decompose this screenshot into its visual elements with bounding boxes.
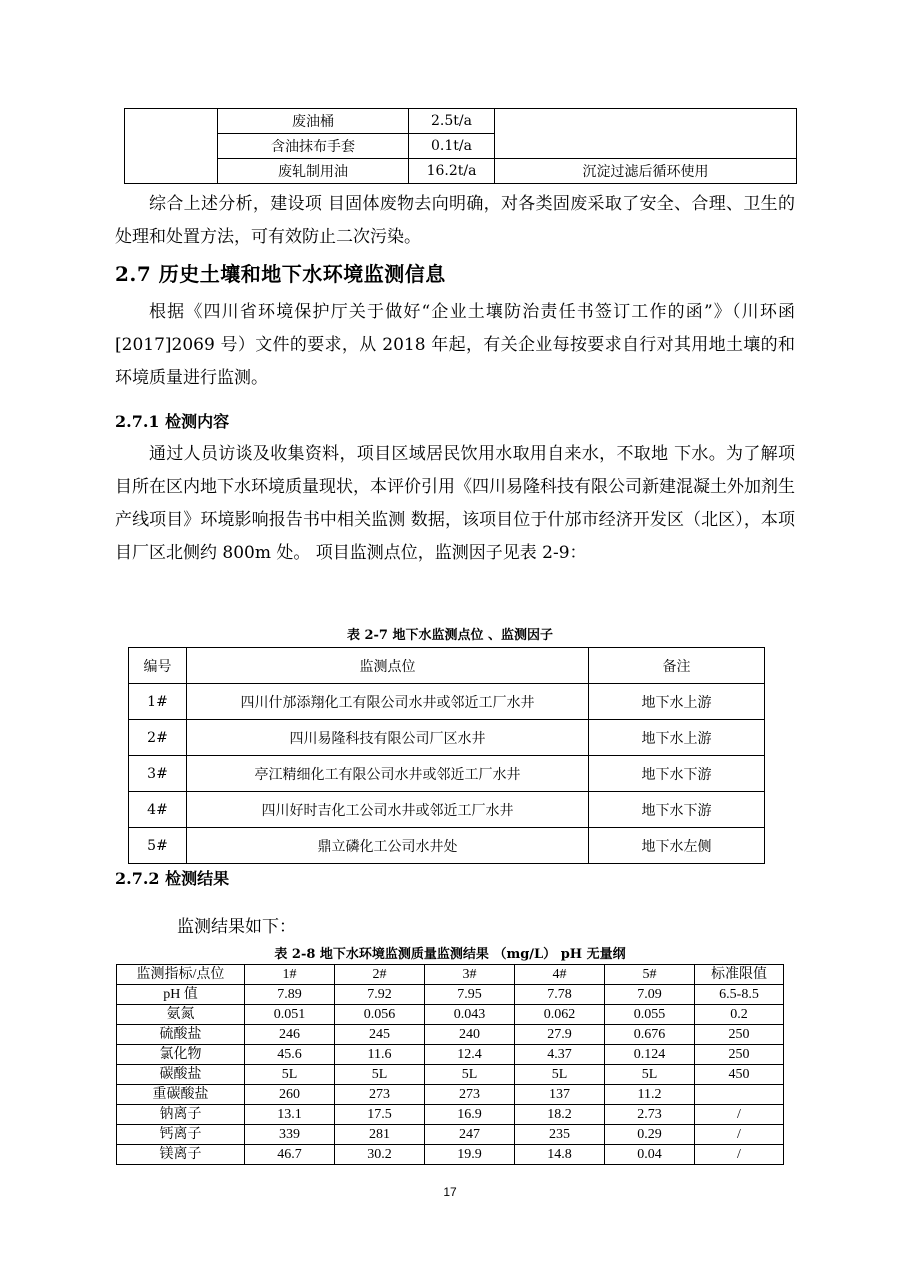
section-heading-2-7-1: 2.7.1 检测内容 — [115, 412, 230, 431]
table-row — [117, 1105, 784, 1125]
point-id: 4# — [129, 792, 187, 828]
column-header: 备注 — [589, 648, 765, 684]
indicator-name: 钠离子 — [117, 1105, 245, 1125]
table-row — [117, 1025, 784, 1045]
point-note: 地下水下游 — [589, 756, 765, 792]
result-value: 7.78 — [515, 985, 605, 1005]
result-value: 0.29 — [605, 1125, 695, 1145]
section-heading-2-7: 2.7 历史土壤和地下水环境监测信息 — [115, 262, 446, 286]
table-row — [129, 720, 765, 756]
result-value: 46.7 — [245, 1145, 335, 1165]
point-note: 地下水下游 — [589, 792, 765, 828]
table-row — [125, 159, 797, 184]
table-row — [129, 756, 765, 792]
results-body — [117, 965, 784, 1165]
result-value: 11.2 — [605, 1085, 695, 1105]
waste-category-cell — [125, 109, 218, 184]
indicator-name: 硫酸盐 — [117, 1025, 245, 1045]
monitoring-points-table — [128, 647, 765, 864]
result-value: 0.043 — [425, 1005, 515, 1025]
result-value: 0.2 — [695, 1005, 784, 1025]
result-value: 245 — [335, 1025, 425, 1045]
table-row — [117, 1145, 784, 1165]
result-value: 450 — [695, 1065, 784, 1085]
result-value: 18.2 — [515, 1105, 605, 1125]
column-header: 标准限值 — [695, 965, 784, 985]
table-row — [117, 985, 784, 1005]
table-header-row — [117, 965, 784, 985]
table-row — [117, 1045, 784, 1065]
result-value: 5L — [605, 1065, 695, 1085]
result-value: 0.04 — [605, 1145, 695, 1165]
table-row — [129, 828, 765, 864]
result-value: 339 — [245, 1125, 335, 1145]
result-value: 19.9 — [425, 1145, 515, 1165]
table-row — [117, 1125, 784, 1145]
table-row — [125, 109, 797, 134]
result-value: 250 — [695, 1045, 784, 1065]
result-value: 281 — [335, 1125, 425, 1145]
indicator-name: 重碳酸盐 — [117, 1085, 245, 1105]
point-id: 3# — [129, 756, 187, 792]
page-number: 17 — [443, 1185, 457, 1199]
result-value: 240 — [425, 1025, 515, 1045]
table-2-7-caption: 表 2-7 地下水监测点位 、监测因子 — [346, 628, 554, 643]
section-2-7-paragraph: 根据《四川省环境保护厅关于做好“企业土壤防治责任书签订工作的函”》（川环函[2017]2069 号）文件的要求，从 2018 年起，有关企业每按要求自行对其用地土壤的和环境质量进行监测。 — [115, 302, 795, 388]
result-value: 12.4 — [425, 1045, 515, 1065]
waste-name: 废轧制用油 — [218, 159, 409, 184]
column-header: 2# — [335, 965, 425, 985]
result-value: 0.051 — [245, 1005, 335, 1025]
waste-method — [495, 109, 797, 159]
indicator-name: 氨氮 — [117, 1005, 245, 1025]
result-value: 14.8 — [515, 1145, 605, 1165]
column-header: 监测指标/点位 — [117, 965, 245, 985]
result-value: 235 — [515, 1125, 605, 1145]
result-value — [695, 1085, 784, 1105]
result-value: / — [695, 1145, 784, 1165]
result-value: 6.5-8.5 — [695, 985, 784, 1005]
result-value: 7.92 — [335, 985, 425, 1005]
table-row — [117, 1085, 784, 1105]
result-value: 45.6 — [245, 1045, 335, 1065]
waste-amount: 2.5t/a — [409, 109, 495, 134]
point-location: 四川好时吉化工公司水井或邻近工厂水井 — [187, 792, 589, 828]
waste-amount: 0.1t/a — [409, 134, 495, 159]
waste-name: 含油抹布手套 — [218, 134, 409, 159]
result-value: 273 — [425, 1085, 515, 1105]
waste-table — [124, 108, 797, 184]
point-note: 地下水上游 — [589, 684, 765, 720]
point-location: 四川易隆科技有限公司厂区水井 — [187, 720, 589, 756]
result-value: 30.2 — [335, 1145, 425, 1165]
result-value: 17.5 — [335, 1105, 425, 1125]
result-value: 11.6 — [335, 1045, 425, 1065]
point-note: 地下水左侧 — [589, 828, 765, 864]
point-id: 2# — [129, 720, 187, 756]
table-row — [117, 1065, 784, 1085]
point-location: 鼎立磷化工公司水井处 — [187, 828, 589, 864]
section-2-7-1-paragraph: 通过人员访谈及收集资料，项目区域居民饮用水取用自来水，不取地 下水。为了解项目所在区内地下水环境质量现状，本评价引用《四川易隆科技有限公司新建混凝土外加剂生产线项目》环境影响报告书中相关监测 数据，该项目位于什邡市经济开发区（北区），本项目厂区北侧约 800m 处。 项目监测点位，监测因子见表 2-9： — [115, 444, 795, 563]
result-value: 7.89 — [245, 985, 335, 1005]
waste-method: 沉淀过滤后循环使用 — [495, 159, 797, 184]
result-value: 273 — [335, 1085, 425, 1105]
point-id: 1# — [129, 684, 187, 720]
result-value: 7.95 — [425, 985, 515, 1005]
result-value: 0.062 — [515, 1005, 605, 1025]
point-location: 亭江精细化工有限公司水井或邻近工厂水井 — [187, 756, 589, 792]
column-header: 监测点位 — [187, 648, 589, 684]
result-value: 250 — [695, 1025, 784, 1045]
column-header: 编号 — [129, 648, 187, 684]
column-header: 1# — [245, 965, 335, 985]
waste-amount: 16.2t/a — [409, 159, 495, 184]
point-note: 地下水上游 — [589, 720, 765, 756]
result-value: 5L — [425, 1065, 515, 1085]
result-value: 0.055 — [605, 1005, 695, 1025]
results-intro: 监测结果如下： — [177, 917, 296, 937]
result-value: 4.37 — [515, 1045, 605, 1065]
result-value: 0.124 — [605, 1045, 695, 1065]
result-value: 7.09 — [605, 985, 695, 1005]
result-value: 13.1 — [245, 1105, 335, 1125]
result-value: 0.676 — [605, 1025, 695, 1045]
result-value: 5L — [515, 1065, 605, 1085]
result-value: 260 — [245, 1085, 335, 1105]
table-2-8-caption: 表 2-8 地下水环境监测质量监测结果 （mg/L） pH 无量纲 — [274, 947, 626, 962]
result-value: 2.73 — [605, 1105, 695, 1125]
result-value: 246 — [245, 1025, 335, 1045]
indicator-name: 镁离子 — [117, 1145, 245, 1165]
column-header: 5# — [605, 965, 695, 985]
waste-name: 废油桶 — [218, 109, 409, 134]
point-location: 四川什邡添翔化工有限公司水井或邻近工厂水井 — [187, 684, 589, 720]
column-header: 4# — [515, 965, 605, 985]
result-value: 16.9 — [425, 1105, 515, 1125]
table-row — [129, 792, 765, 828]
result-value: 0.056 — [335, 1005, 425, 1025]
indicator-name: 碳酸盐 — [117, 1065, 245, 1085]
point-id: 5# — [129, 828, 187, 864]
result-value: / — [695, 1125, 784, 1145]
result-value: 5L — [335, 1065, 425, 1085]
indicator-name: 氯化物 — [117, 1045, 245, 1065]
section-heading-2-7-2: 2.7.2 检测结果 — [115, 869, 230, 888]
table-header-row — [129, 648, 765, 684]
result-value: 5L — [245, 1065, 335, 1085]
summary-paragraph: 综合上述分析，建设项 目固体废物去向明确，对各类固废采取了安全、合理、卫生的处理和处置方法，可有效防止二次污染。 — [115, 194, 795, 247]
monitoring-results-table — [116, 964, 784, 1165]
indicator-name: 钙离子 — [117, 1125, 245, 1145]
result-value: 247 — [425, 1125, 515, 1145]
table-row — [117, 1005, 784, 1025]
indicator-name: pH 值 — [117, 985, 245, 1005]
table-row — [129, 684, 765, 720]
column-header: 3# — [425, 965, 515, 985]
result-value: 137 — [515, 1085, 605, 1105]
result-value: / — [695, 1105, 784, 1125]
result-value: 27.9 — [515, 1025, 605, 1045]
